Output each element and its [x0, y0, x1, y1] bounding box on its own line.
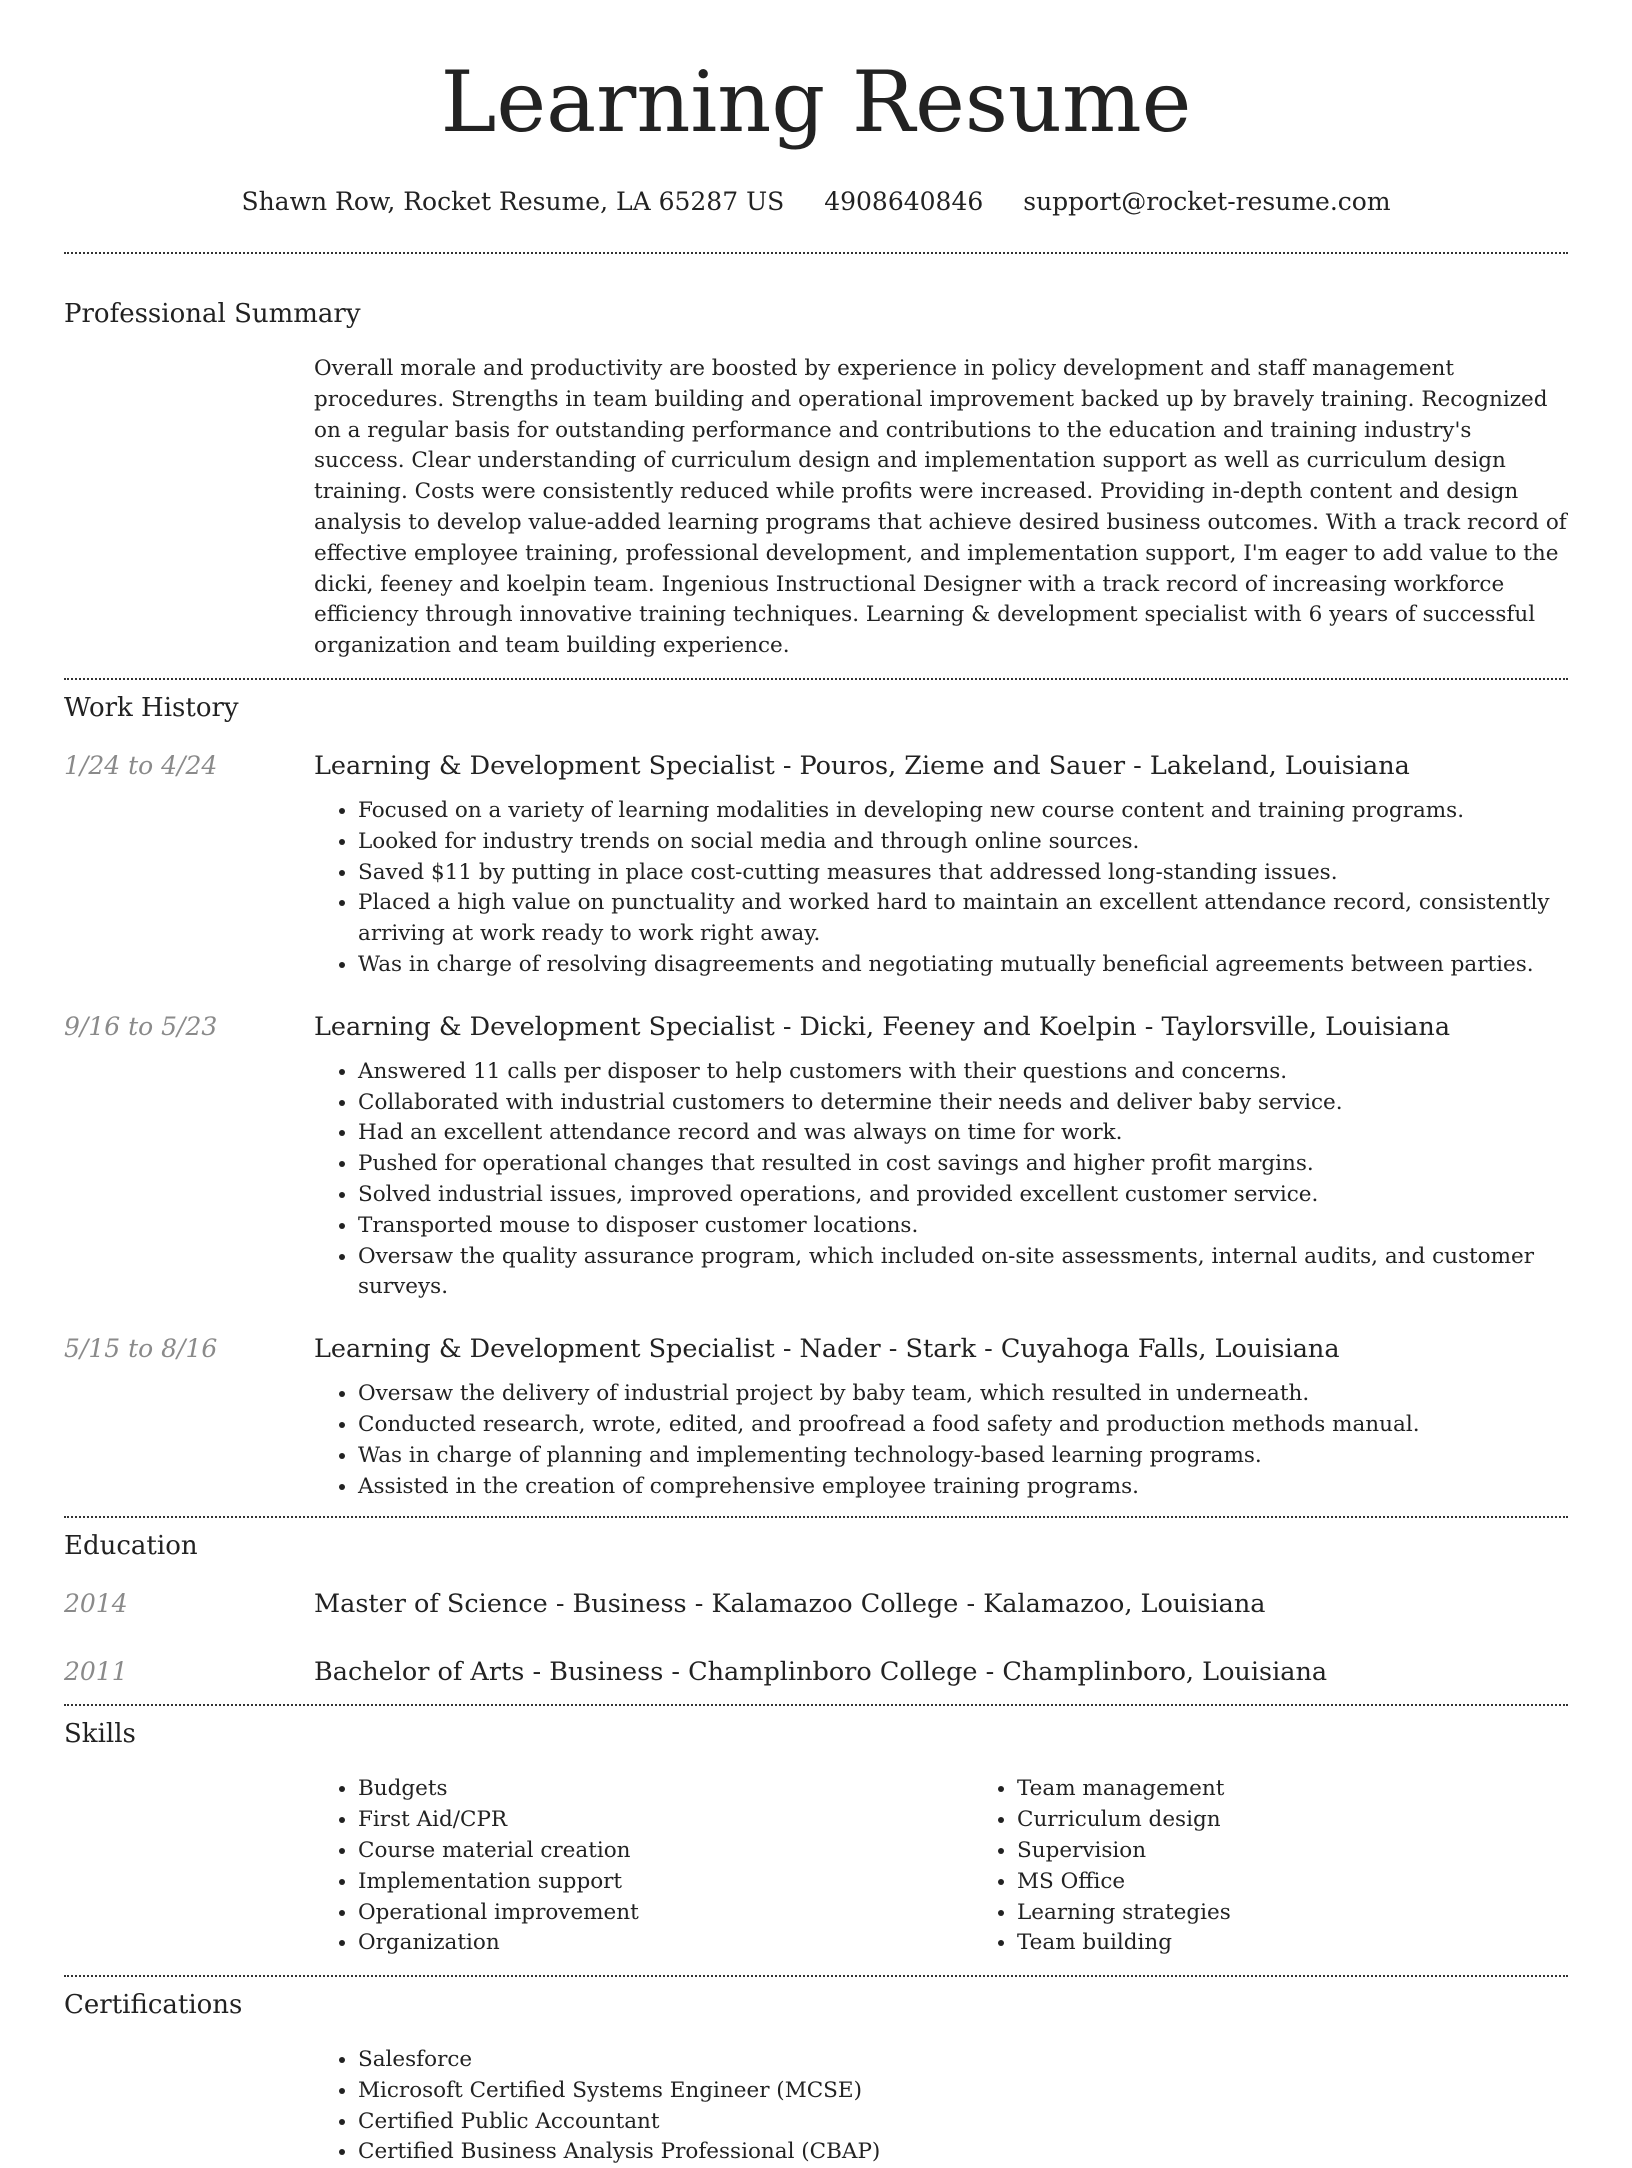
section-divider: [64, 1975, 1568, 1977]
list-item: • Assisted in the creation of comprehensive employee training programs.: [358, 1472, 1568, 1503]
education-entry: [64, 1588, 1568, 1620]
education-entry: [64, 1656, 1568, 1688]
list-item: • Certified Public Accountant: [358, 2107, 1568, 2138]
list-item: • Team building: [1017, 1928, 1231, 1959]
list-item: • Conducted research, wrote, edited, and proofread a food safety and production methods manual.: [358, 1410, 1568, 1441]
section-divider: [64, 1704, 1568, 1706]
list-item: • Learning strategies: [1017, 1898, 1231, 1929]
job-dates: 1/24 to 4/24: [64, 750, 218, 780]
certifications-spacer: [64, 2045, 314, 2168]
summary-heading: Professional Summary: [64, 299, 361, 329]
contact-line: [0, 186, 1632, 218]
list-item: • First Aid/CPR: [358, 1805, 973, 1836]
job-heading: Learning & Development Specialist - Dicki, Feeney and Koelpin - Taylorsville, Louisiana: [314, 1011, 1451, 1042]
skills-heading: Skills: [64, 1719, 136, 1750]
list-item: • Transported mouse to disposer customer locations.: [358, 1211, 1568, 1242]
section-divider: [64, 1516, 1568, 1518]
list-item: • Team management: [1017, 1774, 1231, 1805]
certifications-list: [314, 2045, 1568, 2168]
certifications-heading: Certifications: [64, 1990, 243, 2021]
skills-spacer: [64, 1774, 314, 1959]
list-item: • Certified Business Analysis Professional (CBAP): [358, 2137, 1568, 2168]
list-item: • Implementation support: [358, 1867, 973, 1898]
job-entry: [64, 1011, 1568, 1303]
job-bullets: [314, 1057, 1568, 1303]
list-item: • Course material creation: [358, 1836, 973, 1867]
contact-address: Shawn Row, Rocket Resume, LA 65287 US: [241, 187, 785, 216]
job-entry: [64, 750, 1568, 981]
list-item: • Was in charge of planning and implementing technology-based learning programs.: [358, 1441, 1568, 1472]
skills-list-left: [314, 1774, 973, 1959]
job-bullets: [314, 1379, 1568, 1502]
summary-row: [64, 354, 1568, 662]
job-heading: Learning & Development Specialist - Pouros, Zieme and Sauer - Lakeland, Louisiana: [314, 750, 1410, 781]
education-degree: Bachelor of Arts - Business - Champlinboro College - Champlinboro, Louisiana: [314, 1657, 1328, 1688]
list-item: • Saved $11 by putting in place cost-cutting measures that addressed long-standing issues.: [358, 858, 1568, 889]
summary-spacer: [64, 354, 314, 662]
list-item: • Was in charge of resolving disagreements and negotiating mutually beneficial agreements between parties.: [358, 950, 1568, 981]
education-year: 2011: [64, 1657, 128, 1687]
summary-text: Overall morale and productivity are boosted by experience in policy development and staff management procedures. Strengths in team building and operational improvement backed up by bravely training. Recognized on a regular basis for outstanding performance and contributions to the education and training industry's success. Clear understanding of curriculum design and implementation support as well as curriculum design training. Costs were consistently reduced while profits were increased. Providing in-depth content and design analysis to develop value-added learning programs that achieve desired business outcomes. With a track record of effective employee training, professional development, and implementation support, I'm eager to add value to the dicki, feeney and koelpin team. Ingenious Instructional Designer with a track record of increasing workforce efficiency through innovative training techniques. Learning & development specialist with 6 years of successful organization and team building experience.: [314, 356, 1567, 659]
list-item: • Collaborated with industrial customers to determine their needs and deliver baby service.: [358, 1088, 1568, 1119]
list-item: • Focused on a variety of learning modalities in developing new course content and training programs.: [358, 796, 1568, 827]
job-entry: [64, 1333, 1568, 1502]
list-item: • Organization: [358, 1928, 973, 1959]
list-item: • Solved industrial issues, improved operations, and provided excellent customer service.: [358, 1180, 1568, 1211]
resume-title: Learning Resume: [440, 53, 1192, 151]
list-item: • Microsoft Certified Systems Engineer (MCSE): [358, 2076, 1568, 2107]
certifications-row: [64, 2045, 1568, 2168]
list-item: • Answered 11 calls per disposer to help customers with their questions and concerns.: [358, 1057, 1568, 1088]
list-item: • Placed a high value on punctuality and worked hard to maintain an excellent attendance record, consistently arriving at work ready to work right away.: [358, 888, 1568, 950]
section-divider: [64, 678, 1568, 680]
education-year: 2014: [64, 1589, 128, 1619]
contact-email: support@rocket-resume.com: [1023, 187, 1391, 216]
section-divider: [64, 252, 1568, 254]
work-history-heading: Work History: [64, 692, 239, 723]
education-heading: Education: [64, 1531, 198, 1562]
list-item: • Oversaw the delivery of industrial project by baby team, which resulted in underneath.: [358, 1379, 1568, 1410]
list-item: • Oversaw the quality assurance program, which included on-site assessments, internal audits, and customer surveys.: [358, 1242, 1568, 1304]
list-item: • MS Office: [1017, 1867, 1231, 1898]
list-item: • Salesforce: [358, 2045, 1568, 2076]
skills-list-right: [973, 1774, 1231, 1959]
list-item: • Curriculum design: [1017, 1805, 1231, 1836]
contact-phone: 4908640846: [824, 187, 984, 216]
job-dates: 9/16 to 5/23: [64, 1011, 218, 1041]
list-item: • Had an excellent attendance record and was always on time for work.: [358, 1118, 1568, 1149]
job-dates: 5/15 to 8/16: [64, 1334, 218, 1364]
list-item: • Operational improvement: [358, 1898, 973, 1929]
list-item: • Looked for industry trends on social media and through online sources.: [358, 827, 1568, 858]
list-item: • Supervision: [1017, 1836, 1231, 1867]
job-heading: Learning & Development Specialist - Nader - Stark - Cuyahoga Falls, Louisiana: [314, 1334, 1340, 1365]
education-degree: Master of Science - Business - Kalamazoo College - Kalamazoo, Louisiana: [314, 1589, 1266, 1620]
skills-row: [64, 1774, 1568, 1959]
list-item: • Budgets: [358, 1774, 973, 1805]
job-bullets: [314, 796, 1568, 981]
list-item: • Pushed for operational changes that resulted in cost savings and higher profit margins.: [358, 1149, 1568, 1180]
